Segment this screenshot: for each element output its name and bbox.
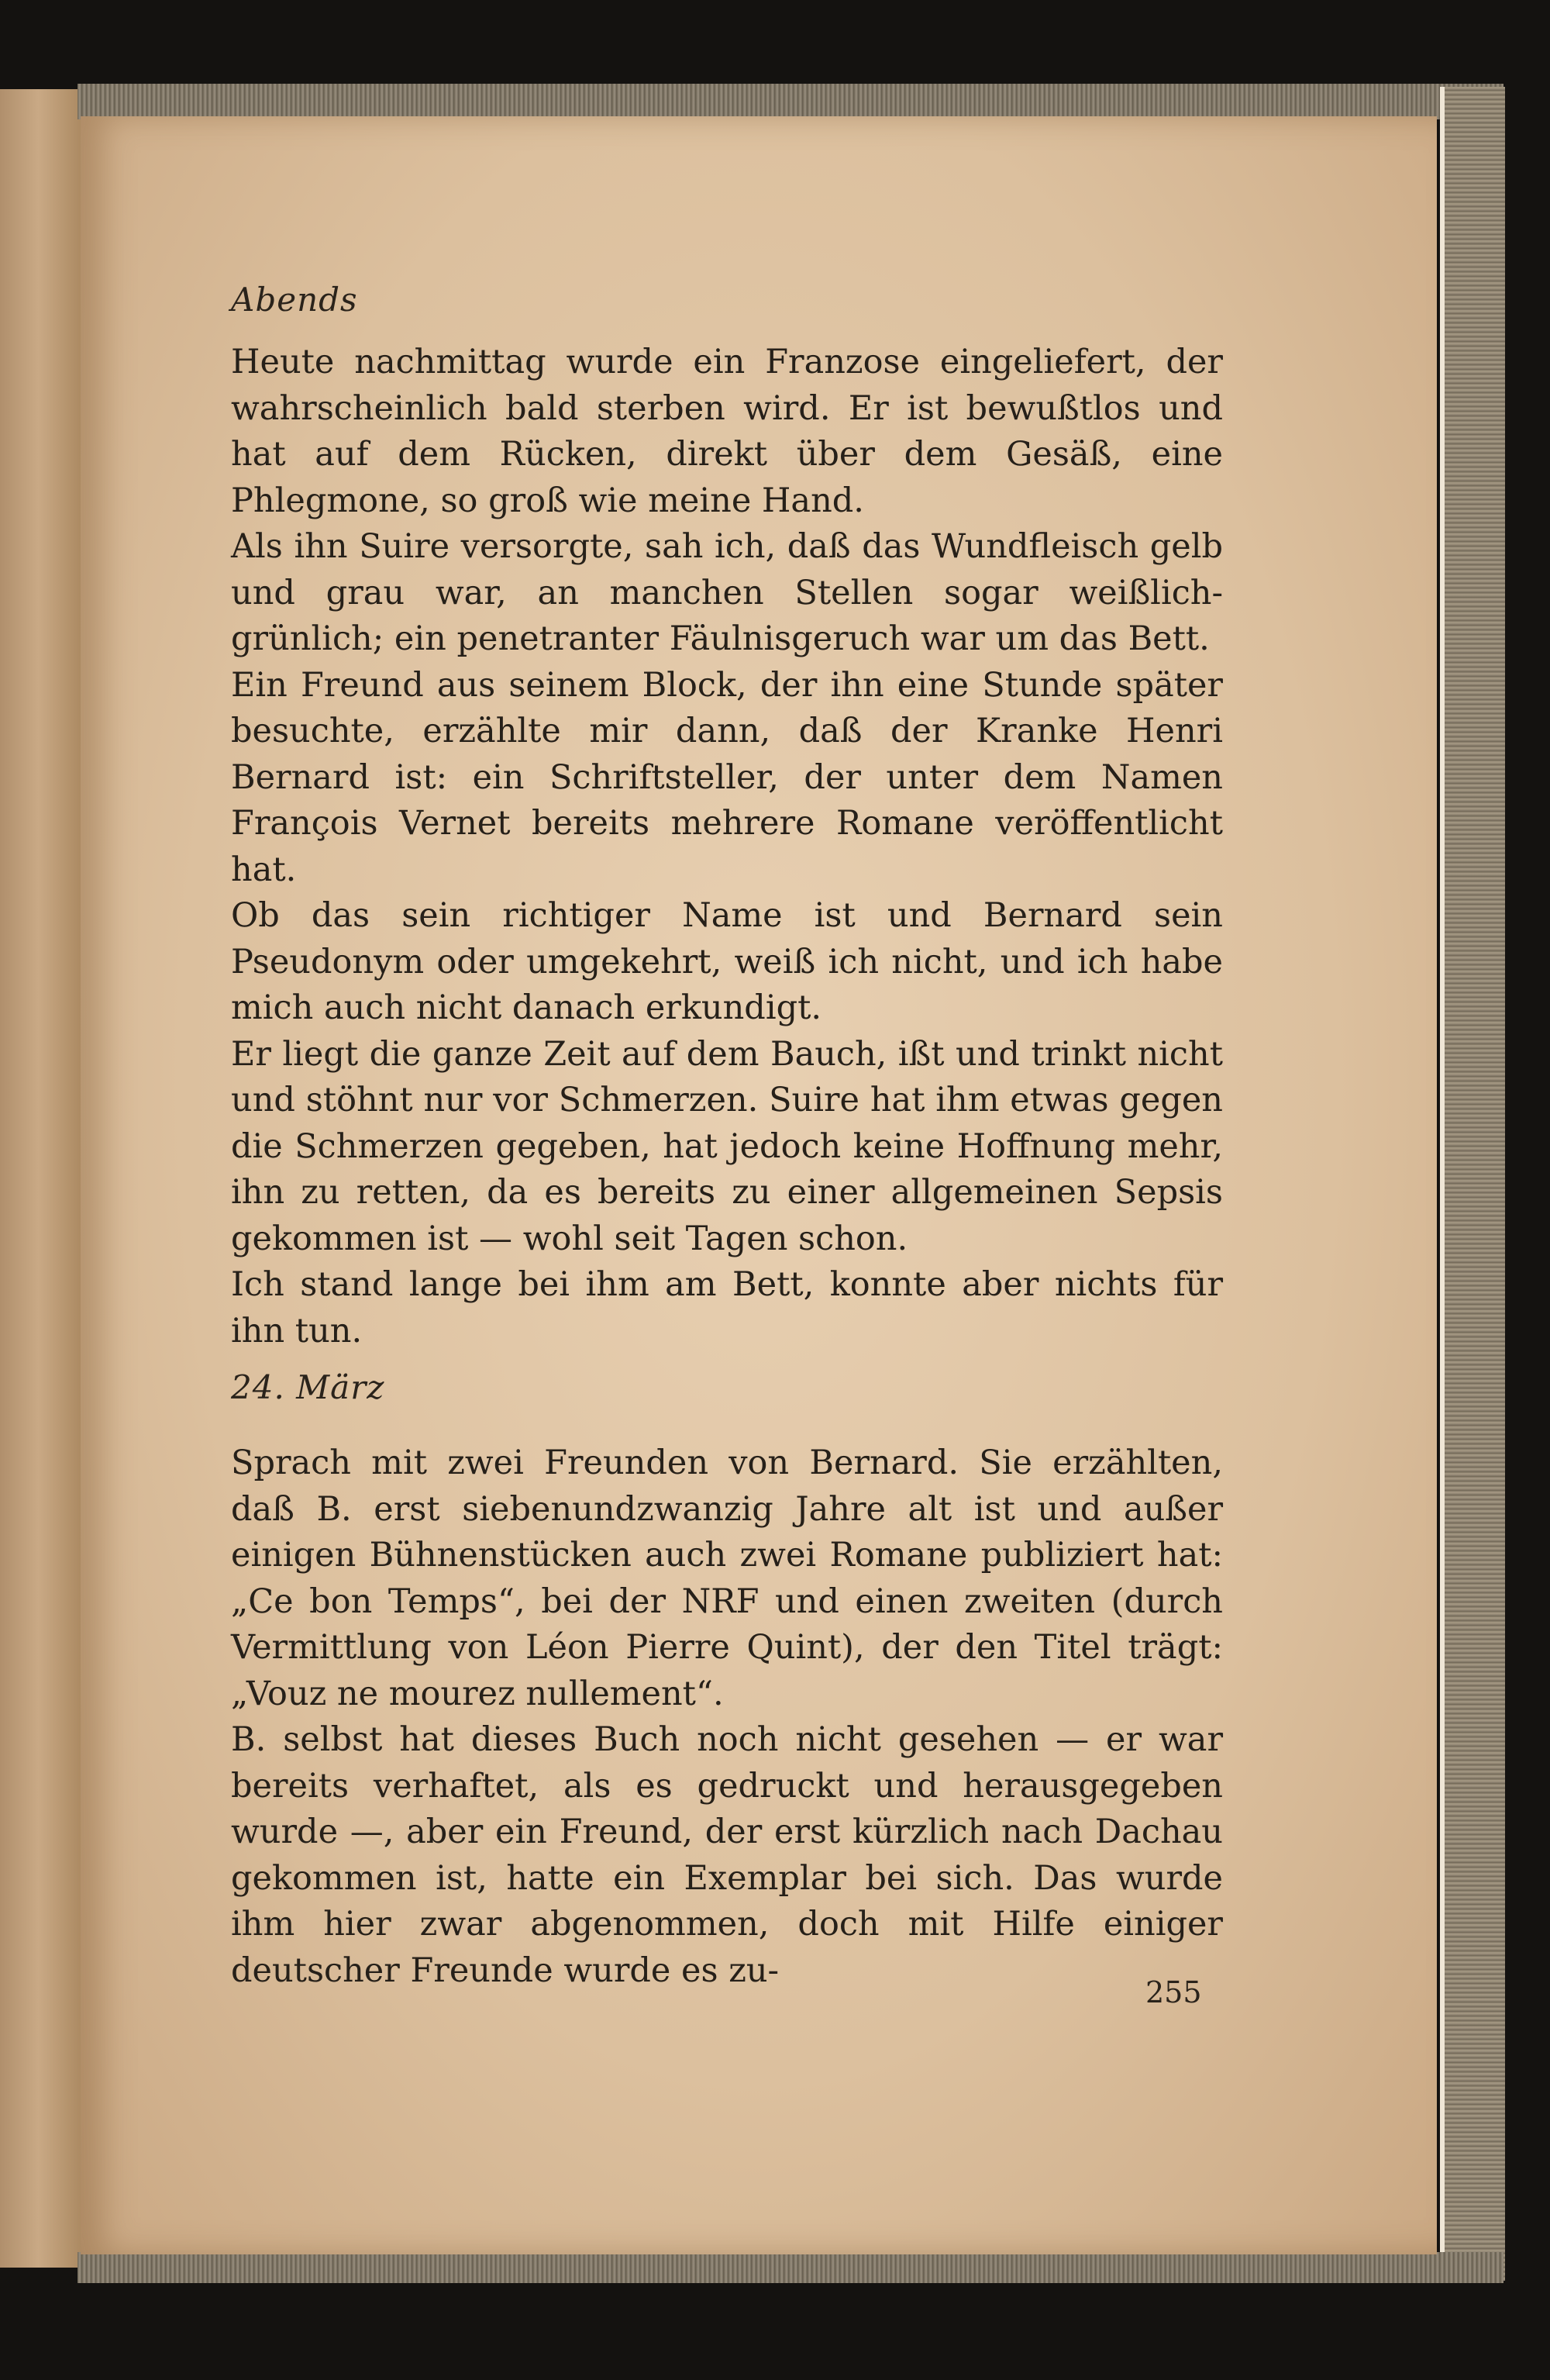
paragraph: Er liegt die ganze Zeit auf dem Bauch, ißt und trinkt nicht und stöhnt nur vor Schmerzen. Suire hat ihm etwas gegen die Schmerzen gegeben, hat jedoch keine Hoffnung mehr, ihn zu retten, da es bereits zu einer allgemeinen Sepsis gekommen ist — wohl seit Tagen schon. — [231, 1034, 1223, 1258]
binding-right-cloth — [1440, 87, 1505, 2281]
entry-body-24-maerz — [231, 1440, 1223, 1994]
paragraph: Heute nachmittag wurde ein Franzose eingeliefert, der wahrscheinlich bald sterben wird. Er ist bewußtlos und hat auf dem Rücken, direkt über dem Gesäß, eine Phlegmone, so groß wie meine Hand. — [231, 343, 1223, 520]
page-number: 255 — [1145, 1975, 1202, 2009]
paragraph: Ein Freund aus seinem Block, der ihn eine Stunde später besuchte, erzählte mir dann, daß der Kranke Henri Bernard ist: ein Schriftsteller, der unter dem Namen François Vernet bereits mehrere Romane veröffentlicht hat. — [231, 665, 1223, 889]
paragraph: Sprach mit zwei Freunden von Bernard. Sie erzählten, daß B. erst siebenundzwanzig Jahre alt ist und außer einigen Bühnenstücken auch zwei Romane publiziert hat: „Ce bon Temps“, bei der NRF und einen zweiten (durch Vermittlung von Léon Pierre Quint), der den Titel trägt: „Vouz ne mourez nullement“. — [231, 1444, 1223, 1713]
entry-body-abends — [231, 340, 1223, 1354]
paragraph: B. selbst hat dieses Buch noch nicht gesehen — er war bereits verhaftet, als es gedruckt und herausgegeben wurde —, aber ein Freund, der erst kürzlich nach Dachau gekommen ist, hatte ein Exemplar bei sich. Das wurde ihm hier zwar abgenommen, doch mit Hilfe einiger deutscher Freunde wurde es zu- — [231, 1720, 1223, 1990]
paragraph: Als ihn Suire versorgte, sah ich, daß das Wundfleisch gelb und grau war, an manchen Stellen sogar weißlich-grünlich; ein penetranter Fäulnisgeruch war um das Bett. — [231, 527, 1223, 658]
binding-bottom-cloth — [78, 2252, 1504, 2283]
paragraph: Ob das sein richtiger Name ist und Bernard sein Pseudonym oder umgekehrt, weiß ich nicht, und ich habe mich auch nicht danach erkundigt. — [231, 896, 1223, 1027]
paragraph: Ich stand lange bei ihm am Bett, konnte aber nichts für ihn tun. — [231, 1265, 1223, 1350]
entry-heading-abends: Abends — [231, 281, 358, 319]
binding-top-cloth — [78, 84, 1504, 119]
entry-heading-24-maerz: 24. März — [231, 1368, 385, 1406]
book-left-edge — [0, 89, 85, 2268]
